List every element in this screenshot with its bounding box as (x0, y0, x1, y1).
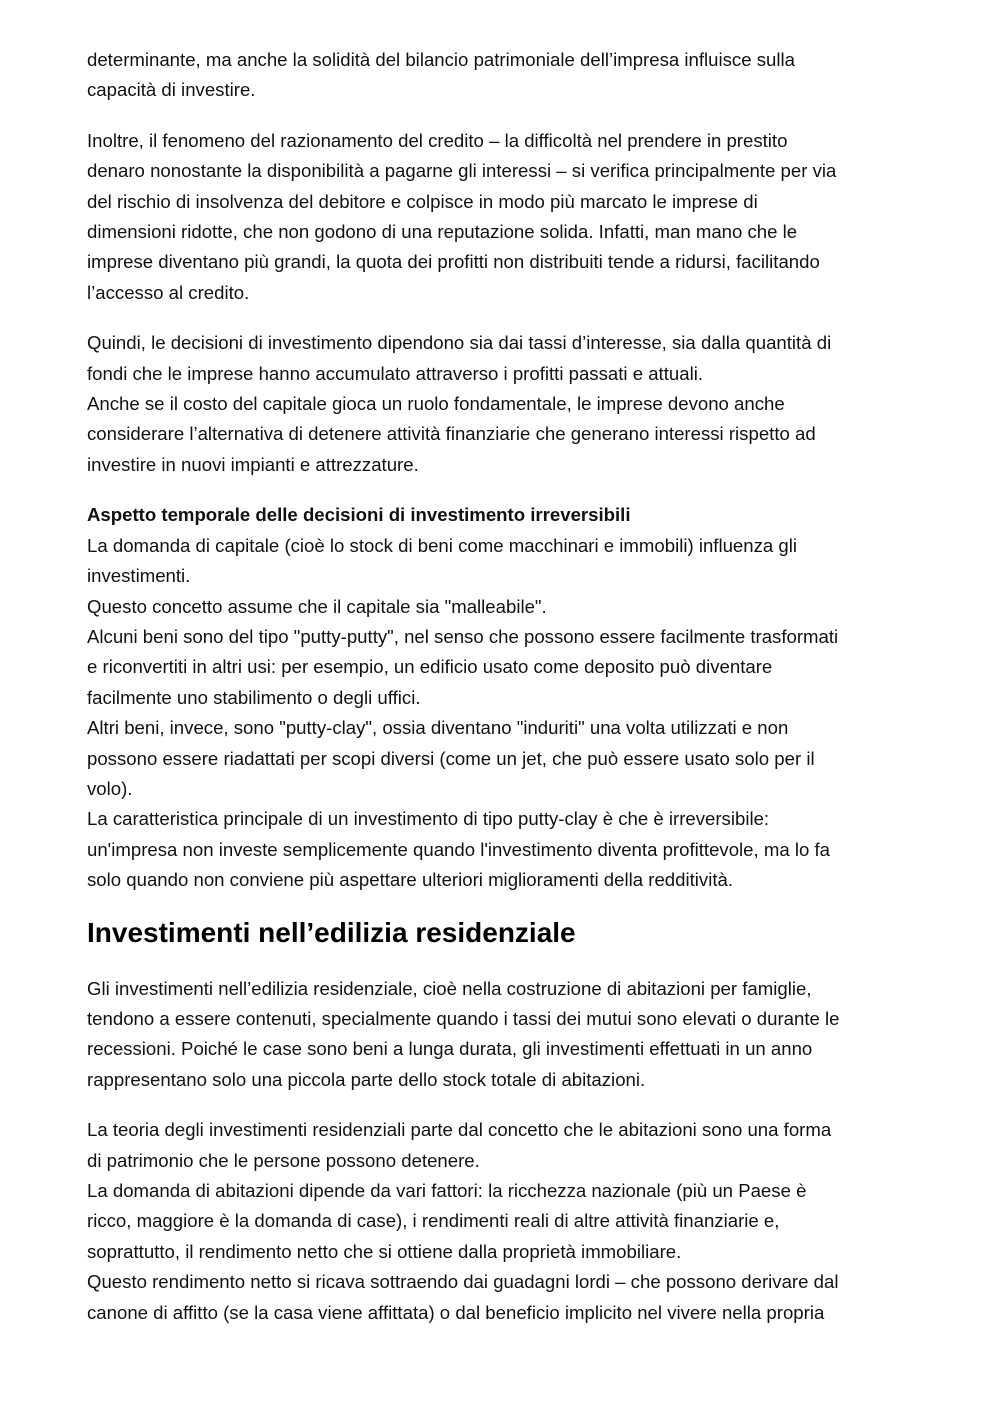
text-line: Quindi, le decisioni di investimento dipendono sia dai tassi d’interesse, sia dalla quantità di (87, 332, 832, 354)
text-line: determinante, ma anche la solidità del bilancio patrimoniale dell’impresa influisce sulla (87, 49, 795, 70)
text-line: rappresentano solo una piccola parte dello stock totale di abitazioni. (87, 1068, 646, 1090)
text-line: considerare l’alternativa di detenere attività finanziarie che generano interessi rispetto ad (87, 423, 816, 445)
paragraph-1 (87, 45, 909, 106)
document-page (87, 45, 909, 1348)
text-line: La domanda di abitazioni dipende da vari fattori: la ricchezza nazionale (più un Paese è (87, 1180, 807, 1201)
text-line: La caratteristica principale di un investimento di tipo putty-clay è che è irreversibile: (87, 808, 770, 830)
text-line: canone di affitto (se la casa viene affittata) o dal beneficio implicito nel vivere nella propria (87, 1301, 825, 1323)
text-line: Questo rendimento netto si ricava sottraendo dai guadagni lordi – che possono derivare dal (87, 1271, 839, 1293)
text-line: facilmente uno stabilimento o degli uffici. (87, 686, 421, 708)
section-heading: Investimenti nell’edilizia residenziale (87, 916, 576, 948)
text-line: del rischio di insolvenza del debitore e colpisce in modo più marcato le imprese di (87, 190, 758, 212)
paragraph-3 (87, 328, 909, 480)
text-line: denaro nonostante la disponibilità a pagarne gli interessi – si verifica principalmente per via (87, 160, 837, 182)
text-line: solo quando non conviene più aspettare ulteriori miglioramenti della redditività. (87, 869, 733, 891)
text-line: Questo concetto assume che il capitale sia "malleabile". (87, 595, 547, 617)
text-line: Inoltre, il fenomeno del razionamento del credito – la difficoltà nel prendere in prestito (87, 129, 788, 151)
text-line: dimensioni ridotte, che non godono di una reputazione solida. Infatti, man mano che le (87, 221, 798, 243)
text-line: investire in nuovi impianti e attrezzature. (87, 453, 419, 475)
text-line: possono essere riadattati per scopi diversi (come un jet, che può essere usato solo per il (87, 747, 815, 769)
text-line: imprese diventano più grandi, la quota dei profitti non distribuiti tende a ridursi, facilitando (87, 251, 820, 273)
paragraph-2 (87, 126, 909, 308)
paragraph-4 (87, 500, 909, 895)
text-line: recessioni. Poiché le case sono beni a lunga durata, gli investimenti effettuati in un anno (87, 1038, 813, 1060)
text-line: Gli investimenti nell’edilizia residenziale, cioè nella costruzione di abitazioni per famiglie, (87, 977, 812, 999)
text-line: un'impresa non investe semplicemente quando l'investimento diventa profittevole, ma lo fa (87, 838, 830, 860)
text-line: l’accesso al credito. (87, 281, 250, 303)
text-line: soprattutto, il rendimento netto che si ottiene dalla proprietà immobiliare. (87, 1240, 682, 1262)
paragraph-5 (87, 974, 909, 1096)
text-line: Altri beni, invece, sono "putty-clay", ossia diventano "induriti" una volta utilizzati e non (87, 717, 789, 739)
text-line: La domanda di capitale (cioè lo stock di beni come macchinari e immobili) influenza gli (87, 534, 798, 556)
text-line: fondi che le imprese hanno accumulato attraverso i profitti passati e attuali. (87, 362, 703, 384)
text-line: tendono a essere contenuti, specialmente quando i tassi dei mutui sono elevati o durante le (87, 1007, 840, 1029)
text-line: ricco, maggiore è la domanda di case), i rendimenti reali di altre attività finanziarie e, (87, 1210, 780, 1232)
text-line: volo). (87, 777, 133, 799)
text-line: Anche se il costo del capitale gioca un ruolo fondamentale, le imprese devono anche (87, 393, 785, 415)
text-line: Alcuni beni sono del tipo "putty-putty", nel senso che possono essere facilmente trasformati (87, 625, 839, 647)
section-subheading: Aspetto temporale delle decisioni di investimento irreversibili (87, 504, 631, 526)
paragraph-6 (87, 1115, 909, 1328)
text-line: investimenti. (87, 565, 191, 587)
text-line: di patrimonio che le persone possono detenere. (87, 1149, 480, 1171)
text-line: e riconvertiti in altri usi: per esempio, un edificio usato come deposito può diventare (87, 656, 773, 678)
text-line: La teoria degli investimenti residenziali parte dal concetto che le abitazioni sono una forma (87, 1119, 832, 1141)
text-line: capacità di investire. (87, 79, 256, 101)
